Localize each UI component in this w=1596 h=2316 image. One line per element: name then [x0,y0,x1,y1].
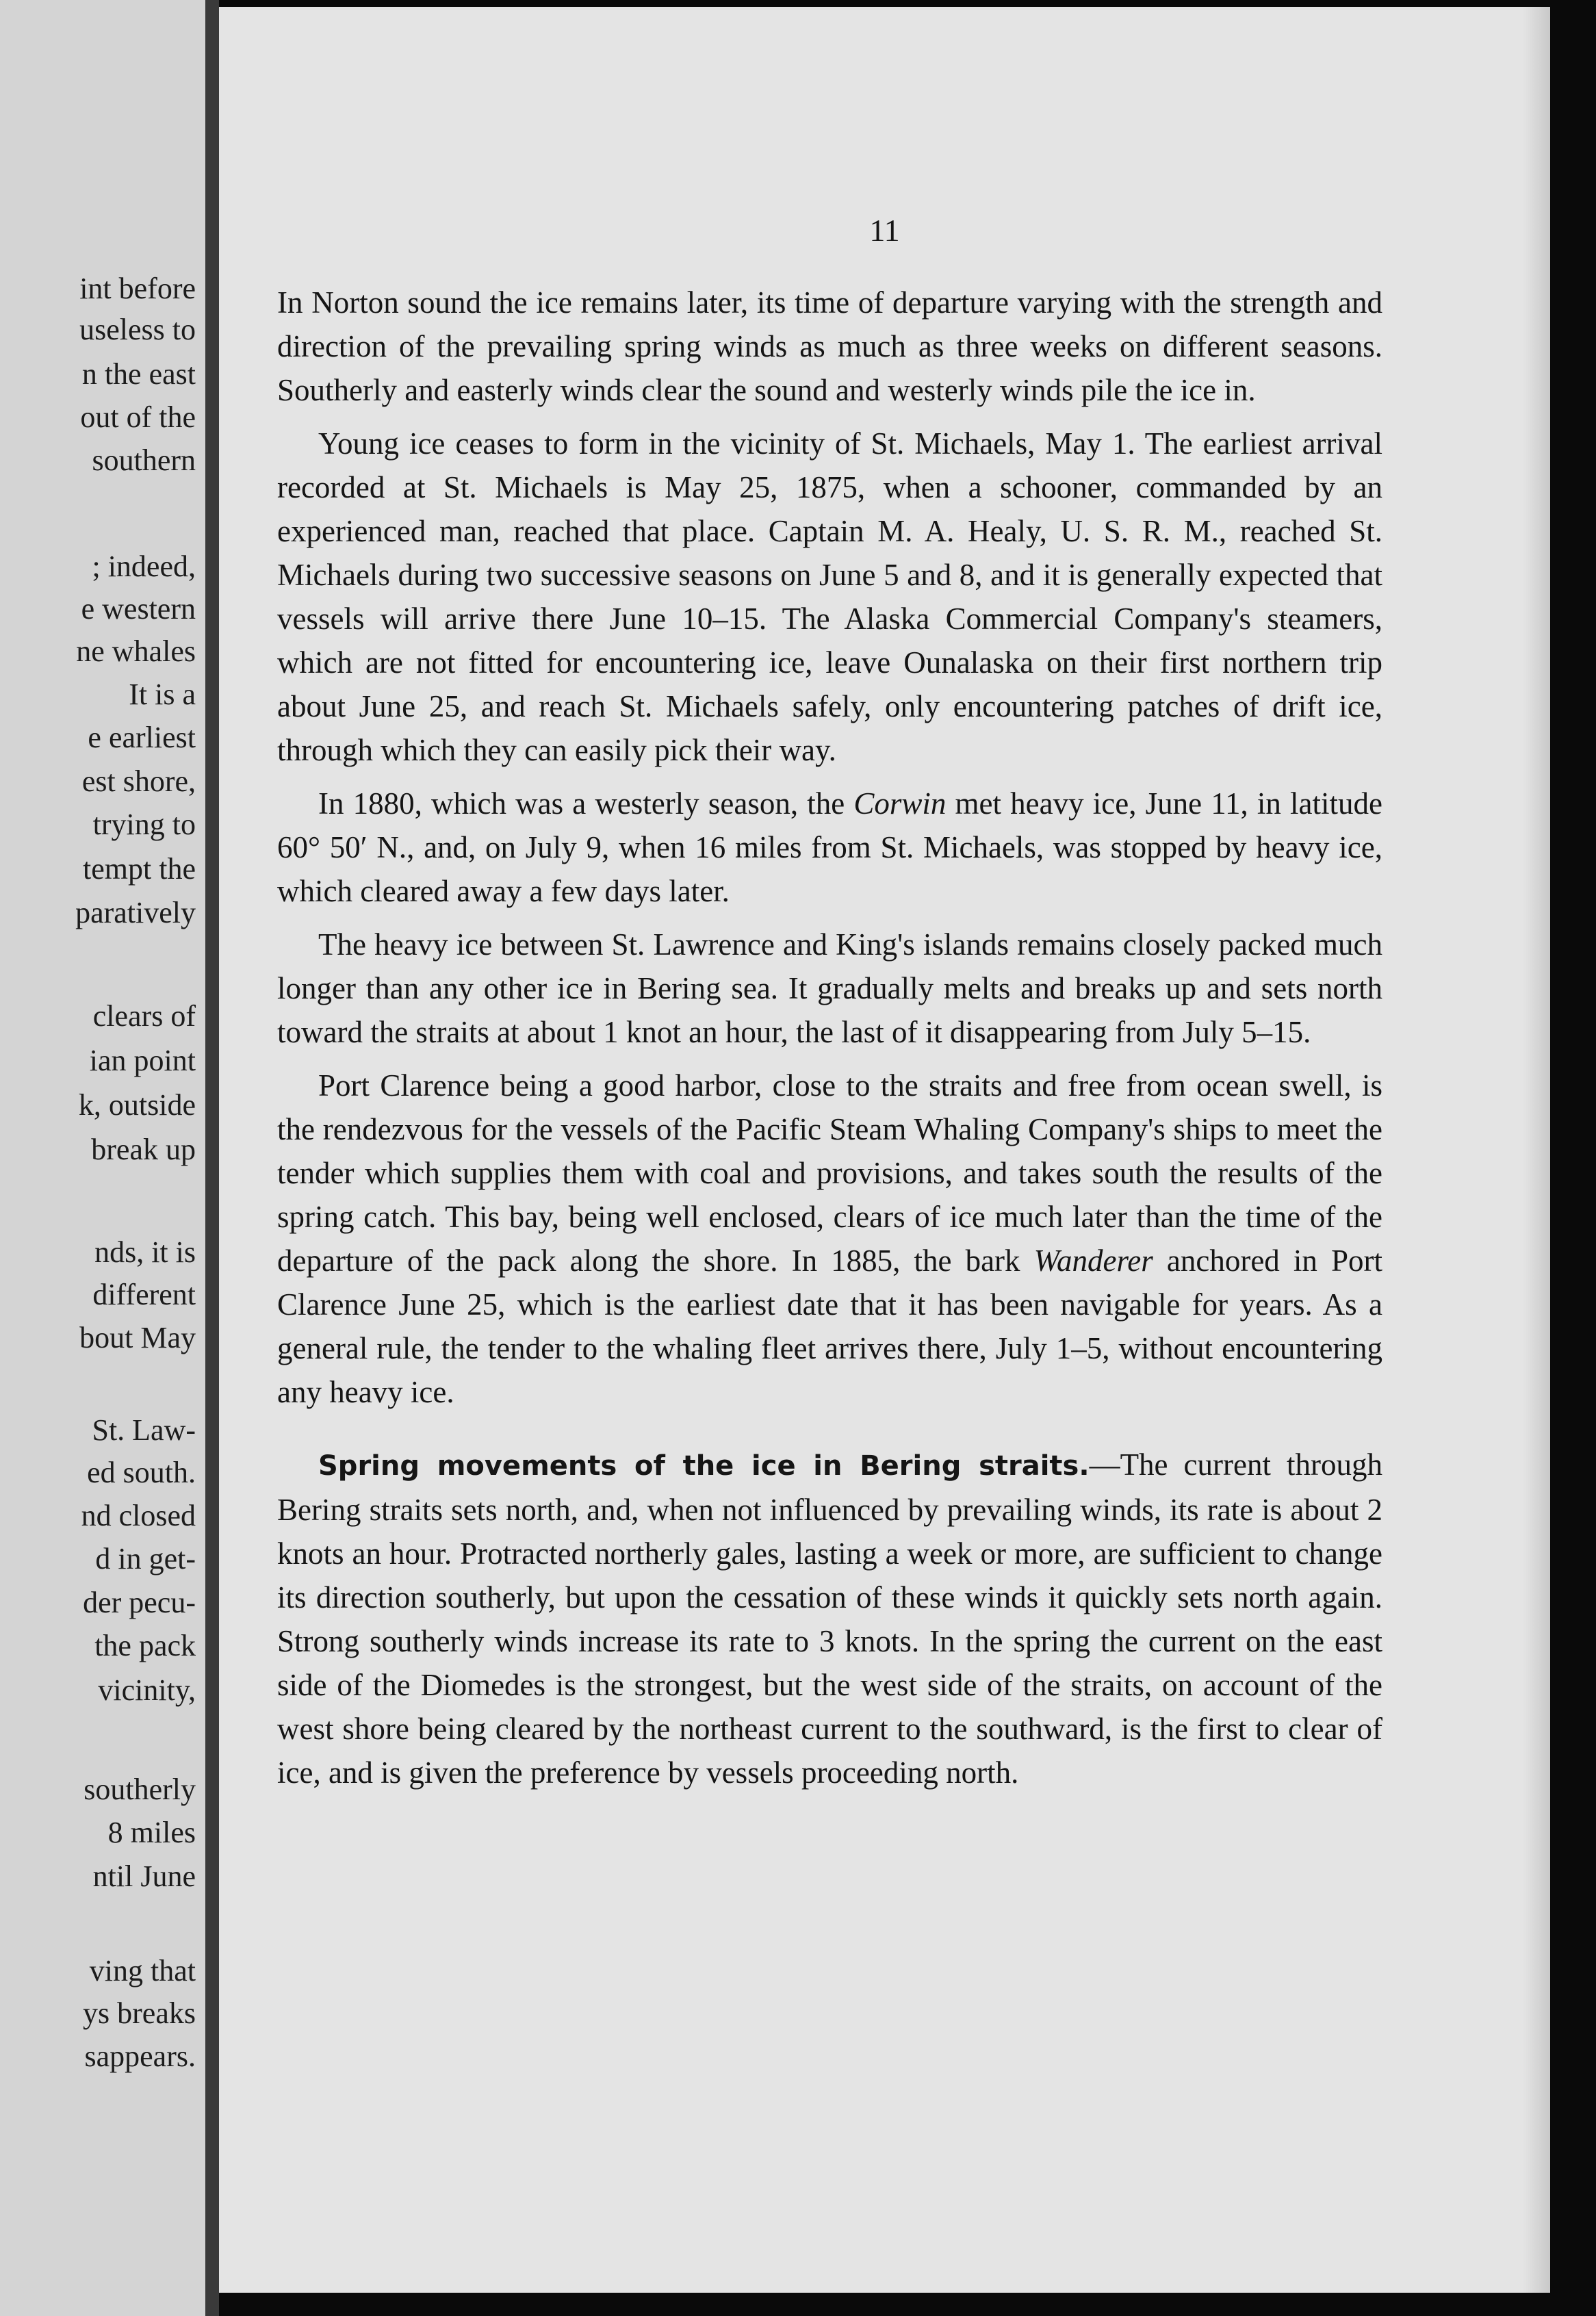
left-page-line: ys breaks [83,1996,196,2030]
left-page-line: useless to [79,313,196,346]
paragraph-bering-straits [277,1443,1382,1794]
left-page-line: nds, it is [94,1235,196,1269]
ship-name-corwin: Corwin [853,786,947,821]
left-page-line: der pecu- [83,1586,196,1619]
page-edge-shadow [1523,7,1550,2293]
paragraph-text: Port Clarence being a good harbor, close to the straits and free from ocean swell, is the rendezvous for the vessels of the Pacific Steam Whaling Company's ships to meet the tender which supplies them with coal and provisions, and takes south the results of the spring catch. This bay, being well enclosed, clears of ice much later than the time of the departure of the pack along the shore. In 1885, the bark [277,1068,1382,1278]
paragraph-corwin-1880 [277,782,1382,913]
paragraph-port-clarence [277,1064,1382,1414]
left-page-line: different [92,1278,196,1311]
book-gutter [205,0,219,2316]
left-page-line: tempt the [83,852,196,886]
section-heading: Spring movements of the ice in Bering straits. [318,1450,1090,1482]
left-page-line: 8 miles [107,1816,196,1849]
left-page-line: int before [79,272,196,305]
left-page-line: southern [92,443,196,477]
left-page-line: clears of [92,999,196,1033]
left-page-line: ed south. [87,1456,196,1489]
left-page-line: bout May [79,1321,196,1354]
left-page-line: vicinity, [98,1673,196,1707]
left-page-line: paratively [75,896,196,929]
left-page-line: southerly [83,1773,196,1806]
left-page-line: nd closed [81,1499,196,1532]
left-page-line: sappears. [84,2040,196,2073]
paragraph-text: met heavy ice, June 11, in latitude 60° 50′ N., and, on July 9, when 16 miles from St. Michaels, was stopped by heavy ice, which cleared away a few days later. [277,786,1382,908]
page-number: 11 [869,213,900,248]
left-page-line: ne whales [76,634,196,668]
left-page-line: It is a [129,678,196,711]
left-page-line: d in get- [95,1542,196,1575]
paragraph-text: In 1880, which was a westerly season, the [318,786,854,821]
left-page-line: n the east [81,357,196,391]
paragraph-text: —The current through Bering straits sets north, and, when not influenced by prevailing winds, its rate is about 2 knots an hour. Protracted northerly gales, lasting a week or more, are sufficient to change its direction southerly, but upon the cessation of these winds it quickly sets north again. Strong southerly winds increase its rate to 3 knots. In the spring the current on the east side of the Diomedes is the strongest, but the west side of the straits, on account of the west shore being cleared by the northeast current to the southward, is the first to clear of ice, and is given the preference by vessels proceeding north. [277,1448,1383,1790]
left-page-line: trying to [92,808,196,841]
body-text [277,281,1382,1804]
left-page-line: k, outside [78,1088,196,1122]
left-page-fragment [0,0,205,2316]
left-page-line: the pack [94,1629,196,1662]
left-page-line: e western [81,592,196,626]
left-page-line: est shore, [81,764,196,798]
left-page-line: break up [91,1133,196,1166]
left-page-line: e earliest [88,721,196,754]
left-page-line: ; indeed, [92,550,196,583]
left-page-line: ian point [89,1044,196,1077]
paragraph-st-lawrence-ice: The heavy ice between St. Lawrence and King's islands remains closely packed much longer than any other ice in Bering sea. It gradually melts and breaks up and sets north toward the straits at about 1 knot an hour, the last of it disappearing from July 5–15. [277,927,1382,1049]
right-page [219,7,1550,2293]
left-page-line: St. Law- [92,1413,196,1447]
left-page-line: out of the [80,400,196,434]
paragraph-st-michaels: Young ice ceases to form in the vicinity of St. Michaels, May 1. The earliest arrival recorded at St. Michaels is May 25, 1875, when a schooner, commanded by an experienced man, reached that place. Captain M. A. Healy, U. S. R. M., reached St. Michaels during two successive seasons on June 5 and 8, and it is generally expected that vessels will arrive there June 10–15. The Alaska Commercial Company's steamers, which are not fitted for encountering ice, leave Ounalaska on their first northern trip about June 25, and reach St. Michaels safely, only encountering patches of drift ice, through which they can easily pick their way. [277,426,1382,767]
paragraph-text: anchored in Port Clarence June 25, which is the earliest date that it has been navigable for years. As a general rule, the tender to the whaling fleet arrives there, July 1–5, without encountering any heavy ice. [277,1244,1382,1409]
left-page-line: ntil June [92,1860,196,1893]
left-page-line: ving that [89,1954,196,1987]
paragraph-norton-sound: In Norton sound the ice remains later, its time of departure varying with the strength and direction of the prevailing spring winds as much as three weeks on different seasons. Southerly and easterly winds clear the sound and westerly winds pile the ice in. [277,285,1382,407]
ship-name-wanderer: Wanderer [1033,1244,1153,1278]
